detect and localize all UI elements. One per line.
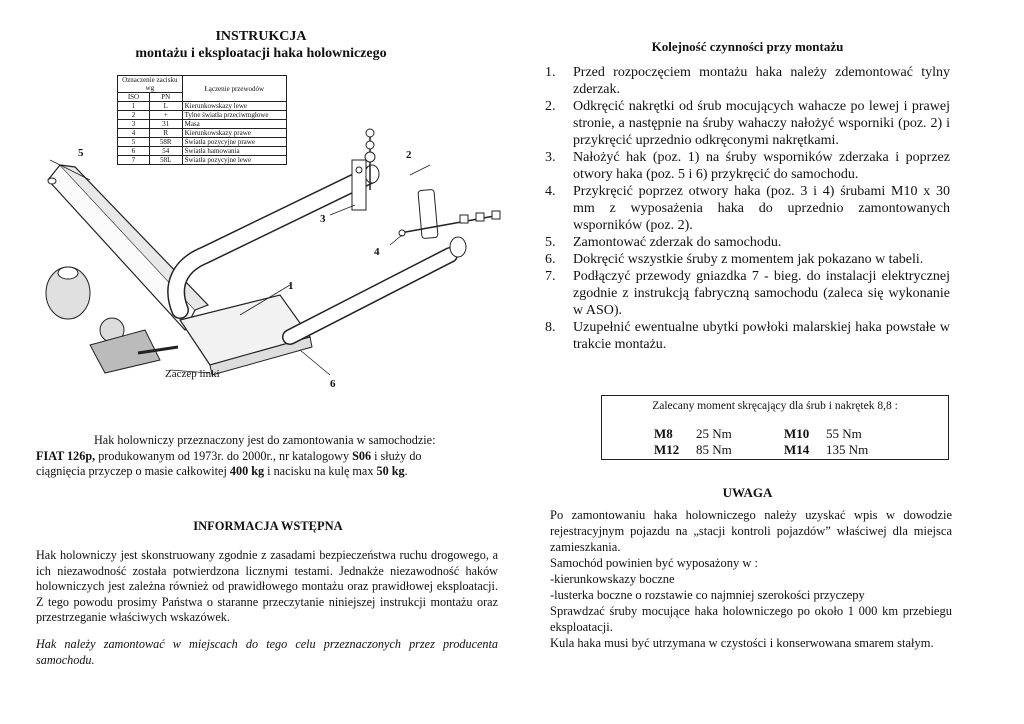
cell-iso: 2 xyxy=(118,111,150,120)
list-item xyxy=(545,98,950,149)
doc-subtitle: montażu i eksploatacji haka holowniczego xyxy=(135,46,387,61)
table-row xyxy=(118,102,287,111)
cell-pn: + xyxy=(149,111,182,120)
cell-pn: R xyxy=(149,129,182,138)
step-number: 8. xyxy=(545,320,556,335)
label-2: 2 xyxy=(406,149,412,161)
header-laczenie: Łączenie przewodów xyxy=(182,76,286,102)
list-item xyxy=(545,64,950,98)
steps-title: Kolejność czynności przy montażu xyxy=(651,39,844,54)
doc-title: INSTRUKCJA xyxy=(215,29,307,44)
label-4: 4 xyxy=(374,246,380,258)
step-text: Przykręcić poprzez otwory haka (poz. 3 i 4) śrubami M10 x 30 mm z wyposażenia haka do uprzednio zamontowanych wsporników (poz. 2). xyxy=(573,184,950,233)
header-iso: ISO xyxy=(118,93,150,102)
step-number: 7. xyxy=(545,269,556,284)
cell-pn: 58R xyxy=(149,138,182,147)
uwaga-p3: Kula haka musi być utrzymana w czystości i konserwowana smarem stałym. xyxy=(550,636,934,650)
uwaga-section xyxy=(550,507,952,651)
torque-m8: M8 25 Nm xyxy=(654,426,732,441)
step-number: 4. xyxy=(545,184,556,199)
step-number: 2. xyxy=(545,99,556,114)
step-text: Przed rozpoczęciem montażu haka należy zdemontować tylny zderzak. xyxy=(573,65,950,97)
cell-pn: 54 xyxy=(149,147,182,156)
intro-paragraph: Hak holowniczy przeznaczony jest do zamontowania w samochodzie: FIAT 126p, produkowanym od 1973r. do 2000r., nr katalogowy S06 i służy do ciągnięcia przyczep o masie całkowitej 400 kg i nacisku na kulę max 50 kg. xyxy=(36,433,436,478)
cell-iso: 3 xyxy=(118,120,150,129)
cell-desc: Światła pozycyjne prawe xyxy=(182,138,286,147)
header-pn: PN xyxy=(149,93,182,102)
label-5: 5 xyxy=(78,147,84,159)
cell-desc: Kierunkowskazy prawe xyxy=(182,129,286,138)
cell-desc: Światła pozycyjne lewe xyxy=(182,156,286,165)
list-item xyxy=(545,234,950,251)
steps-list xyxy=(545,64,950,353)
list-item xyxy=(545,183,950,234)
cell-pn: 31 xyxy=(149,120,182,129)
list-item xyxy=(545,268,950,319)
list-item xyxy=(545,251,950,268)
label-zaczep-linki: Zaczep linki xyxy=(165,368,220,380)
uwaga-title: UWAGA xyxy=(722,485,773,500)
list-item xyxy=(545,319,950,353)
cell-desc: Światła hamowania xyxy=(182,147,286,156)
cell-iso: 7 xyxy=(118,156,150,165)
header-oznaczenie: Oznaczenie zacisku wg xyxy=(118,76,183,93)
torque-m10: M10 55 Nm xyxy=(784,426,862,441)
label-3: 3 xyxy=(320,213,326,225)
step-text: Nałożyć hak (poz. 1) na śruby wsporników zderzaka i poprzez otwory haka (poz. 5 i 6) przykręcić do samochodu. xyxy=(573,150,950,182)
cell-iso: 5 xyxy=(118,138,150,147)
cell-desc: Masa xyxy=(182,120,286,129)
uwaga-l2: -kierunkowskazy boczne xyxy=(550,572,675,586)
info-title: INFORMACJA WSTĘPNA xyxy=(193,519,343,533)
step-number: 1. xyxy=(545,65,556,80)
step-number: 3. xyxy=(545,150,556,165)
torque-m12: M12 85 Nm xyxy=(654,442,732,457)
cell-iso: 1 xyxy=(118,102,150,111)
uwaga-p2: Sprawdzać śruby mocujące haka holowniczego po około 1 000 km przebiegu eksploatacji. xyxy=(550,604,952,634)
cell-desc: Tylne światła przeciwmgłowe xyxy=(182,111,286,120)
step-text: Podłączyć przewody gniazdka 7 - bieg. do instalacji elektrycznej zgodnie z instrukcją fabryczną samochodu (zaleca się wykonanie w ASO). xyxy=(573,269,950,318)
italic-note: Hak należy zamontować w miejscach do tego celu przeznaczonych przez producenta samochodu. xyxy=(36,637,498,667)
uwaga-l3: -lusterka boczne o rozstawie co najmniej szerokości przyczepy xyxy=(550,588,865,602)
step-text: Zamontować zderzak do samochodu. xyxy=(573,235,782,250)
label-6: 6 xyxy=(330,378,336,390)
cell-pn: L xyxy=(149,102,182,111)
step-number: 5. xyxy=(545,235,556,250)
cell-iso: 4 xyxy=(118,129,150,138)
step-text: Uzupełnić ewentualne ubytki powłoki malarskiej haka powstałe w trakcie montażu. xyxy=(573,320,950,352)
cell-desc: Kierunkowskazy lewe xyxy=(182,102,286,111)
list-item xyxy=(545,149,950,183)
info-paragraph: Hak holowniczy jest skonstruowany zgodnie z zasadami bezpieczeństwa ruchu drogowego, a ich niezawodność została potwierdzona licznymi testami. Jednakże niezawodność haków holowniczych jest zależna również od prawidłowego montażu oraz prawidłowej eksploatacji. Z tego powodu prosimy Państwa o staranne przeczytanie niniejszej instrukcji montażu oraz przestrzeganie właściwych wskazówek. xyxy=(36,548,498,624)
torque-m14: M14 135 Nm xyxy=(784,442,869,457)
uwaga-l1: Samochód powinien być wyposażony w : xyxy=(550,556,758,570)
cell-iso: 6 xyxy=(118,147,150,156)
towbar-diagram xyxy=(30,115,520,400)
step-text: Dokręcić wszystkie śruby z momentem jak pokazano w tabeli. xyxy=(573,252,924,267)
uwaga-p1: Po zamontowaniu haka holowniczego należy uzyskać wpis w dowodzie rejestracyjnym pojazdu na „stacji kontroli pojazdów” właściwej dla miejsca zamieszkania. xyxy=(550,508,952,554)
cell-pn: 58L xyxy=(149,156,182,165)
torque-title: Zalecany moment skręcający dla śrub i nakrętek 8,8 : xyxy=(652,400,898,412)
step-number: 6. xyxy=(545,252,556,267)
torque-box xyxy=(601,395,949,460)
label-1: 1 xyxy=(288,280,294,292)
step-text: Odkręcić nakrętki od śrub mocujących wahacze po lewej i prawej stronie, a następnie na śruby wahaczy nałożyć wsporniki (poz. 2) i przykręcić uprzednio odkręconymi nakrętkami. xyxy=(573,99,950,148)
